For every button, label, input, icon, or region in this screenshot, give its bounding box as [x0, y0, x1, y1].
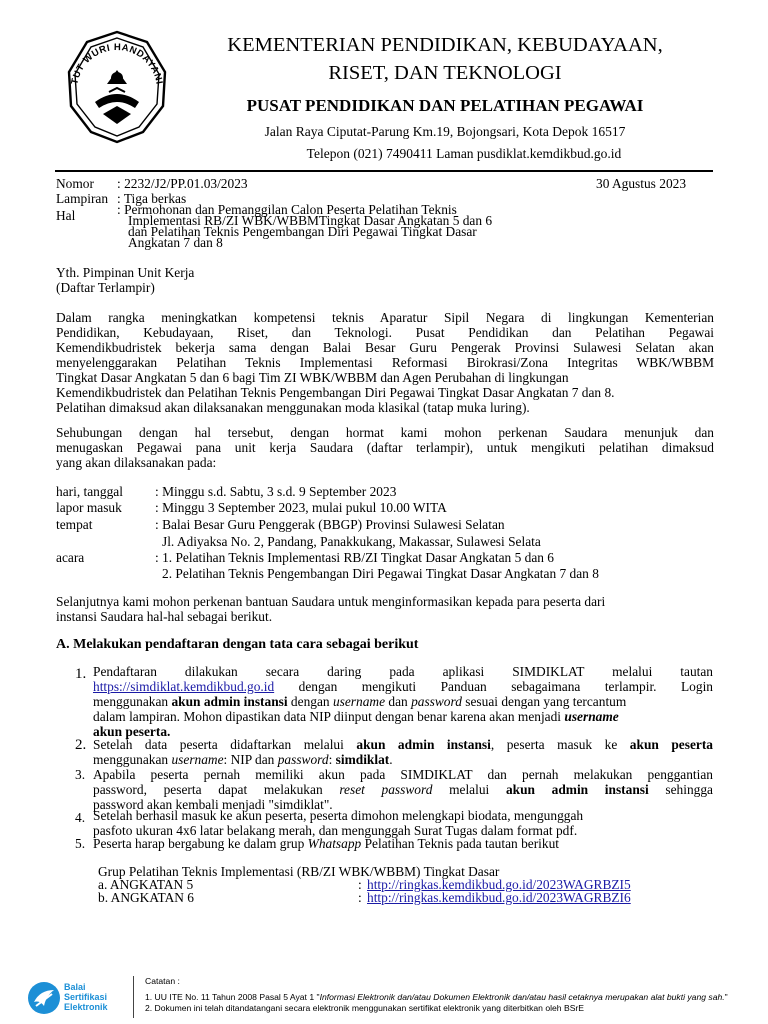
- item-number: 3.: [75, 767, 86, 782]
- seal-text: TUT WURI HANDAYANI: [69, 41, 165, 86]
- item-line: password akan kembali menjadi "simdiklat".: [93, 797, 333, 812]
- hal-line: Angkatan 7 dan 8: [128, 235, 223, 250]
- item-3: [93, 767, 713, 812]
- item-text: sesuai dengan yang tercantum: [461, 694, 627, 709]
- bse-line: Elektronik: [64, 1002, 108, 1012]
- item-italic: username: [171, 752, 224, 767]
- item-bold: simdiklat: [335, 752, 390, 767]
- bse-line: Balai: [64, 982, 86, 992]
- hal-value: [117, 204, 492, 248]
- footer-notes: [145, 976, 755, 1014]
- para-line: menugaskan Pegawai pana unit kerja Saudara (daftar terlampir), untuk mengikuti pelatihan dimaksud: [56, 440, 714, 455]
- item-text: , peserta masuk ke: [490, 737, 630, 752]
- item-text: Peserta harap bergabung ke dalam grup: [93, 836, 308, 851]
- item-bold: akun admin instansi: [171, 694, 288, 709]
- lampiran-value: : Tiga berkas: [117, 191, 187, 206]
- acara-value2: 2. Pelatihan Teknis Pengembangan Diri Pegawai Tingkat Dasar Angkatan 7 dan 8: [162, 566, 599, 581]
- bse-logo-icon: [26, 980, 62, 1016]
- item-italic: password: [277, 752, 329, 767]
- nomor-value: : 2232/J2/PP.01.03/2023: [117, 176, 248, 191]
- item-line: Pendaftaran dilakukan secara daring pada aplikasi SIMDIKLAT melalui tautan: [93, 664, 713, 679]
- paragraph-followup: [56, 594, 714, 624]
- group-a-colon: :: [358, 877, 362, 892]
- item-line: [93, 679, 713, 694]
- acara-label: acara: [56, 550, 85, 565]
- item-italic: password: [411, 694, 462, 709]
- item-text: .: [389, 752, 393, 767]
- letterhead-address: Jalan Raya Ciputat-Parung Km.19, Bojongsari, Kota Depok 16517: [264, 124, 626, 139]
- letterhead-institute: PUSAT PENDIDIKAN DAN PELATIHAN PEGAWAI: [246, 96, 644, 115]
- item-4: [93, 808, 713, 838]
- note-text: ": [724, 992, 728, 1002]
- footer-divider: [133, 976, 134, 1018]
- item-text: password, peserta dapat melakukan: [93, 782, 340, 797]
- item-text: : NIP dan: [223, 752, 278, 767]
- para-line: Tingkat Dasar Angkatan 5 dan 6 bagi Tim ZI WBK/WBBM dan Agen Perubahan di lingkungan: [56, 370, 569, 385]
- para-line: Sehubungan dengan hal tersebut, dengan hormat kami mohon perkenan Saudara menunjuk dan: [56, 425, 714, 440]
- para-line: Kemendikbudristek dan Pelatihan Teknis Pengembangan Diri Pegawai Tingkat Dasar Angkatan 7 dan 8.: [56, 385, 615, 400]
- tempat-address: Jl. Adiyaksa No. 2, Pandang, Panakkukang, Makassar, Sulawesi Selata: [162, 534, 541, 549]
- item-text: dan: [385, 694, 412, 709]
- group-a-link[interactable]: http://ringkas.kemdikbud.go.id/2023WAGRBZI5: [367, 877, 631, 892]
- lapor-value: : Minggu 3 September 2023, mulai pukul 10.00 WITA: [155, 500, 447, 515]
- item-5: [93, 836, 713, 851]
- item-text: sehingga: [648, 782, 714, 797]
- item-text: melalui: [432, 782, 506, 797]
- group-b-label: b. ANGKATAN 6: [98, 890, 195, 905]
- hari-value: : Minggu s.d. Sabtu, 3 s.d. 9 September 2023: [155, 484, 397, 499]
- item-bold: akun admin instansi: [505, 782, 649, 797]
- tempat-label: tempat: [56, 517, 93, 532]
- para-line: Kemendikbudristek bekerja sama dengan Balai Besar Guru Pengerak Provinsi Sulawesi Selatan akan: [56, 340, 714, 355]
- letterhead-contact: Telepon (021) 7490411 Laman pusdiklat.kemdikbud.go.id: [306, 146, 622, 161]
- note-text: 1. UU ITE No. 11 Tahun 2008 Pasal 5 Ayat 1 ": [145, 992, 320, 1002]
- para-line: instansi Saudara hal-hal sebagai berikut.: [56, 609, 273, 624]
- acara-value1: : 1. Pelatihan Teknis Implementasi RB/ZI Tingkat Dasar Angkatan 5 dan 6: [155, 550, 554, 565]
- item-line: [93, 782, 713, 797]
- recipient-line2: (Daftar Terlampir): [56, 280, 155, 295]
- note-italic: Informasi Elektronik dan/atau Dokumen Elektronik dan/atau hasil cetaknya merupakan alat bukti yang sah.: [319, 992, 725, 1002]
- item-text: menggunakan: [93, 752, 172, 767]
- recipient-line1: Yth. Pimpinan Unit Kerja: [56, 265, 195, 280]
- item-italic: Whatsapp: [307, 836, 362, 851]
- item-line: [93, 737, 713, 752]
- item-line: akun peserta.: [93, 724, 171, 739]
- paragraph-request: [56, 425, 714, 470]
- para-line: yang akan dilaksanakan pada:: [56, 455, 217, 470]
- item-number: 5.: [75, 836, 86, 851]
- item-number: 2.: [75, 737, 87, 753]
- item-2: [93, 737, 713, 767]
- item-text: :: [328, 752, 336, 767]
- item-line: [93, 752, 713, 767]
- tempat-value: : Balai Besar Guru Penggerak (BBGP) Provinsi Sulawesi Selatan: [155, 517, 505, 532]
- footer-note-1: [145, 992, 755, 1003]
- item-number: 1.: [75, 666, 87, 682]
- nomor-label: Nomor: [56, 176, 94, 191]
- para-line: Pendidikan, Kebudayaan, Riset, dan Teknologi. Pusat Pendidikan dan Pelatihan Pegawai: [56, 325, 714, 340]
- group-b-colon: :: [358, 890, 362, 905]
- hal-line: : Permohonan dan Pemanggilan Calon Peserta Pelatihan Teknis: [117, 202, 457, 217]
- item-number: 4.: [75, 810, 86, 825]
- item-line: [93, 694, 713, 709]
- item-line: pasfoto ukuran 4x6 latar belakang merah, dan mengunggah Surat Tugas dalam format pdf.: [93, 823, 578, 838]
- lapor-label: lapor masuk: [56, 500, 122, 515]
- item-bold: akun peserta: [629, 737, 713, 752]
- letterhead-line2: RISET, DAN TEKNOLOGI: [328, 62, 562, 84]
- item-line: [93, 709, 713, 724]
- hal-line: Implementasi RB/ZI WBK/WBBMTingkat Dasar Angkatan 5 dan 6: [128, 213, 493, 228]
- item-line: Setelah berhasil masuk ke akun peserta, peserta dimohon melengkapi biodata, mengunggah: [93, 808, 584, 823]
- item-text: dengan mengikuti Panduan sebagaimana terlampir. Login: [274, 679, 713, 694]
- letterhead-line1: KEMENTERIAN PENDIDIKAN, KEBUDAYAAN,: [227, 34, 663, 56]
- lampiran-label: Lampiran: [56, 191, 109, 206]
- item-line: Apabila peserta pernah memiliki akun pada SIMDIKLAT dan pernah melakukan penggantian: [93, 767, 713, 782]
- item-text: Pelatihan Teknis pada tautan berikut: [361, 836, 560, 851]
- para-line: Dalam rangka meningkatkan kompetensi teknis Aparatur Sipil Negara di lingkungan Kementerian: [56, 310, 714, 325]
- paragraph-intro: [56, 310, 714, 415]
- item-bold-italic: username: [564, 709, 619, 724]
- para-line: Selanjutnya kami mohon perkenan bantuan Saudara untuk menginformasikan kepada para peserta dari: [56, 594, 606, 609]
- bse-line: Sertifikasi: [64, 992, 108, 1002]
- letter-date: 30 Agustus 2023: [596, 176, 687, 191]
- group-b-link[interactable]: http://ringkas.kemdikbud.go.id/2023WAGRBZI6: [367, 890, 631, 905]
- item-italic: reset password: [339, 782, 433, 797]
- hal-line: dan Pelatihan Teknis Pengembangan Diri Pegawai Tingkat Dasar: [128, 224, 477, 239]
- item-bold: akun admin instansi: [356, 737, 491, 752]
- item-text: Setelah data peserta didaftarkan melalui: [93, 737, 357, 752]
- item-text: menggunakan: [93, 694, 172, 709]
- hari-label: hari, tanggal: [56, 484, 123, 499]
- para-line: menyelenggarakan Pelatihan Teknis Implementasi Reformasi Birokrasi/Zona Integritas WBK/WBBM: [56, 355, 714, 370]
- para-line: Pelatihan dimaksud akan dilaksanakan menggunakan moda klasikal (tatap muka luring).: [56, 400, 530, 415]
- hal-label: Hal: [56, 208, 76, 223]
- footer-note-2: 2. Dokumen ini telah ditandatangani secara elektronik menggunakan sertifikat elektronik yang diterbitkan oleh BSrE: [145, 1003, 585, 1013]
- catatan-label: Catatan :: [145, 976, 180, 986]
- group-title: Grup Pelatihan Teknis Implementasi (RB/ZI WBK/WBBM) Tingkat Dasar: [98, 864, 500, 879]
- simdiklat-link[interactable]: https://simdiklat.kemdikbud.go.id: [93, 679, 275, 694]
- header-rule: [55, 170, 713, 172]
- item-text: dengan: [287, 694, 333, 709]
- bse-logo: [26, 980, 126, 1016]
- group-a-label: a. ANGKATAN 5: [98, 877, 194, 892]
- item-text: dalam lampiran. Mohon dipastikan data NIP diinput dengan benar karena akan menjadi: [93, 709, 565, 724]
- item-1: [93, 664, 713, 739]
- section-a-title: A. Melakukan pendaftaran dengan tata cara sebagai berikut: [56, 637, 419, 652]
- item-italic: username: [332, 694, 386, 709]
